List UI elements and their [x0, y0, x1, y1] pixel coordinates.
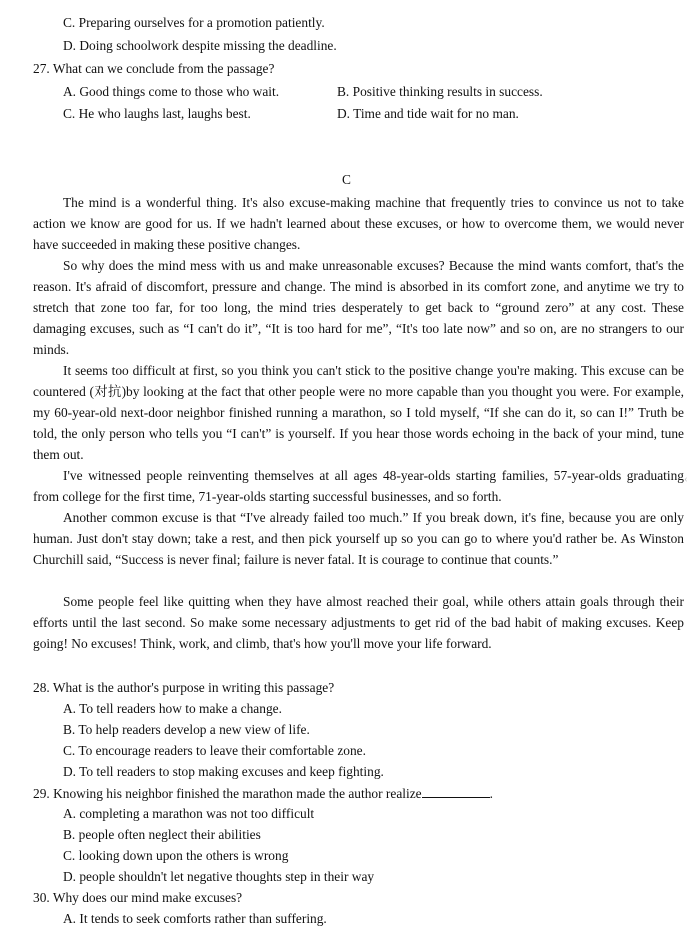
- q28-option-b: B. To help readers develop a new view of life.: [63, 722, 310, 737]
- answer-blank: [422, 785, 490, 798]
- passage-paragraph: The mind is a wonderful thing. It's also excuse-making machine that frequently tries to convince us not to take action we know are good for us. If we hadn't learned about these excuses, or how to overcome them, we would never have succeeded in making these positive changes.: [33, 195, 684, 252]
- q28-option-a: A. To tell readers how to make a change.: [63, 701, 282, 716]
- passage-paragraph: Another common excuse is that “I've already failed too much.” If you break down, it's fine, because you are only human. Just don't stay down; take a rest, and then pick yourself up so you can go to where you'd rather be. As Winston Churchill said, “Success is never final; failure is never fatal. It is courage to continue that counts.”: [33, 510, 684, 567]
- q27-stem: 27. What can we conclude from the passage?: [33, 61, 275, 76]
- q29-stem: [33, 785, 493, 802]
- passage-paragraph: Some people feel like quitting when they have almost reached their goal, while others attain goals through their efforts until the last second. So make some necessary adjustments to get rid of the bad habit of making excuses. Keep going! No excuses! Think, work, and climb, that's how you'll move your life forward.: [33, 594, 684, 651]
- q27-option-c: C. He who laughs last, laughs best.: [63, 106, 251, 121]
- q28-option-c: C. To encourage readers to leave their comfortable zone.: [63, 743, 366, 758]
- q27-option-b: B. Positive thinking results in success.: [337, 84, 543, 99]
- scroll-edge-icon: ‹: [684, 473, 688, 485]
- q29-option-a: A. completing a marathon was not too difficult: [63, 806, 315, 821]
- passage-label: C: [342, 172, 351, 187]
- q28-option-d: D. To tell readers to stop making excuses and keep fighting.: [63, 764, 384, 779]
- q29-option-b: B. people often neglect their abilities: [63, 827, 261, 842]
- q29-option-d: D. people shouldn't let negative thoughts step in their way: [63, 869, 375, 884]
- q27-option-d: D. Time and tide wait for no man.: [337, 106, 519, 121]
- q29-option-c: C. looking down upon the others is wrong: [63, 848, 289, 863]
- q29-stem-text: 29. Knowing his neighbor finished the marathon made the author realize: [33, 786, 422, 801]
- q30-option-a: A. It tends to seek comforts rather than suffering.: [63, 911, 327, 926]
- q29-stem-end: .: [489, 786, 493, 801]
- passage-paragraph: I've witnessed people reinventing themselves at all ages 48-year-olds starting families, 57-year-olds graduating from college for the first time, 71-year-olds starting successful businesses, and so forth.: [33, 468, 684, 504]
- q26-option-d: D. Doing schoolwork despite missing the deadline.: [63, 38, 337, 53]
- passage-paragraph: It seems too difficult at first, so you think you can't stick to the positive change you're making. This excuse can be countered (对抗)by looking at the fact that other people were no more capable than you thought you were. For example, my 60-year-old next-door neighbor finished running a marathon, so I told myself, “If she can do it, so can I!” Truth be told, the only person who tells you “I can't” is yourself. If you hear those words echoing in the back of your mind, tune them out.: [33, 363, 684, 462]
- q26-option-c: C. Preparing ourselves for a promotion patiently.: [63, 15, 325, 30]
- q28-stem: 28. What is the author's purpose in writing this passage?: [33, 680, 335, 695]
- q30-stem: 30. Why does our mind make excuses?: [33, 890, 243, 905]
- q27-option-a: A. Good things come to those who wait.: [63, 84, 280, 99]
- passage-paragraph: So why does the mind mess with us and make unreasonable excuses? Because the mind wants comfort, that's the reason. It's afraid of discomfort, pressure and change. The mind is absorbed in its comfort zone, and anytime we try to stretch that zone too far, for too long, the mind tries desperately to get back to “ground zero” at any cost. These damaging excuses, such as “I can't do it”, “It is too hard for me”, “It's too late now” and so on, are no strangers to our minds.: [33, 258, 684, 357]
